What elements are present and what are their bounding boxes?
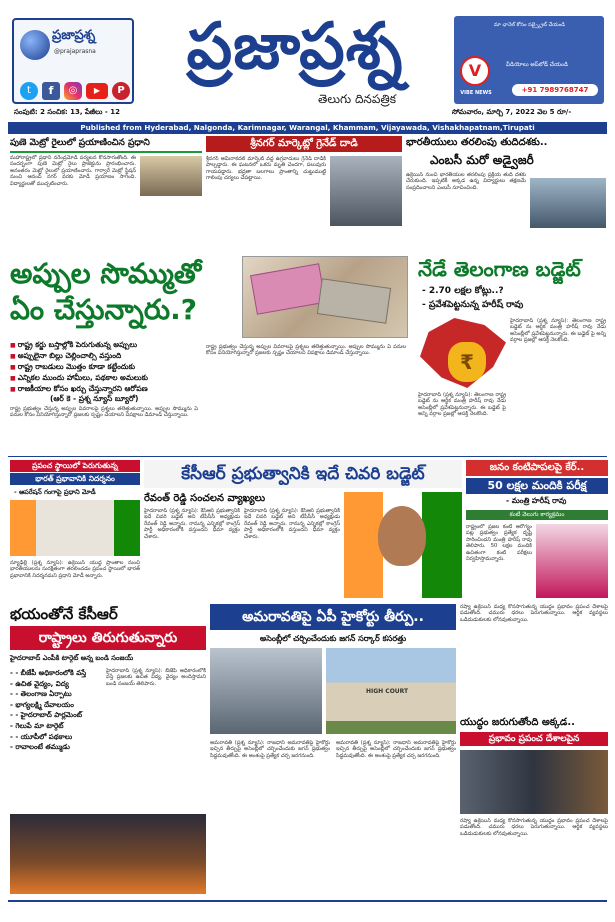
bandi-byline: హైదరాబాద్ ఎంపీకి టార్గెట్ అన్న బండి సంజయ్ xyxy=(10,654,134,662)
facebook-icon[interactable]: f xyxy=(42,82,60,100)
published-bar xyxy=(8,122,607,134)
story-pm-modi xyxy=(10,460,140,600)
currency-notes-photo xyxy=(242,256,408,338)
modi-body: న్యూఢిల్లీ (ప్రశ్న న్యూస్): ఉక్రెయిన్ యుద్ధ ప్రాంతాల నుంచి భారతీయులను సురక్షితంగా తరలించడం ప్రపంచ స్థాయిలో భారత్ ప్రభావానికి నిదర్శనమని ప్రధాని మోడీ అన్నారు. xyxy=(10,560,140,579)
debts-bullet-list xyxy=(10,340,230,395)
section-divider xyxy=(8,456,607,457)
globe-icon xyxy=(20,30,50,60)
divider xyxy=(10,151,202,153)
amaravati-body-1: అమరావతి (ప్రశ్న న్యూస్): రాజధాని అమరావతిపై హైకోర్టు ఇచ్చిన తీర్పుపై అసెంబ్లీలో చర్చించేందుకు జగన్ ప్రభుత్వం సిద్ధమవుతోంది. ఈ అంశంపై ప్రత్యేక చర్చ జరగనుంది. xyxy=(210,740,330,759)
janam-body: రాష్ట్రంలో ప్రజల కంటి ఆరోగ్యం పట్ల ప్రభుత్వం ప్రత్యేక దృష్టి సారించిందని మంత్రి హరీష్ రావు తెలిపారు. 50 లక్షల మందికి ఉచితంగా కంటి పరీక్షలు నిర్వహిస్తామన్నారు. xyxy=(466,524,532,563)
vibe-news-ad[interactable] xyxy=(454,16,604,104)
youtube-icon[interactable]: ▶ xyxy=(86,83,108,99)
revanth-reddy-photo xyxy=(344,492,462,598)
amaravati-headline: అమరావతిపై ఏపీ హైకోర్టు తీర్పు.. xyxy=(210,604,456,630)
srinagar-photo xyxy=(330,156,402,226)
bandi-body: హైదరాబాద్ (ప్రశ్న న్యూస్): బీజేపీ అధికారంలోకి వస్తే ప్రజలకు ఉచిత విద్య, వైద్యం అందిస్తామని బండి సంజయ్ తెలిపారు. xyxy=(106,668,206,687)
kcr-body-2: హైదరాబాద్ (ప్రశ్న న్యూస్): కేసీఆర్ ప్రభుత్వానికి ఇదే చివరి బడ్జెట్ అని టీపీసీసీ అధ్యక్షుడు రేవంత్ రెడ్డి అన్నారు. రానున్న ఎన్నికల్లో కాంగ్రెస్ పార్టీ అధికారంలోకి వస్తుందని ధీమా వ్యక్తం చేశారు. xyxy=(244,508,340,540)
twitter-icon[interactable]: t xyxy=(20,82,38,100)
mini-logo-title: ప్రజాప్రశ్న xyxy=(52,28,96,43)
story-body: ఉక్రెయిన్ నుంచి భారతీయుల తరలింపు ప్రక్రియ తుది దశకు చేరుకుంది. ఇప్పటికీ అక్కడ ఉన్న విద్యార్థులు తక్షణమే సంప్రదించాలని ఎంబసీ సూచించింది. xyxy=(406,172,526,191)
story-headline: శ్రీనగర్ మార్కెట్లో గ్రెనేడ్ దాడి xyxy=(206,136,402,152)
story-subhead: ఎంబసీ మరో అడ్వైజరీ xyxy=(430,153,534,167)
budget-body: హైదరాబాద్ (ప్రశ్న న్యూస్): తెలంగాణ రాష్ట్ర బడ్జెట్ ను ఆర్థిక మంత్రి హరీష్ రావు నేడు అసెంబ్లీలో ప్రవేశపెట్టనున్నారు. ఈ బడ్జెట్ పై అన్ని వర్గాల ప్రజల్లో ఆసక్తి నెలకొంది. xyxy=(510,318,606,344)
embassy-photo xyxy=(530,178,606,228)
list-item: - రావాలంటే తమ్ముడు xyxy=(10,742,102,753)
pinterest-icon[interactable]: P xyxy=(112,82,130,100)
debts-byline: (ఆర్ కె - ప్రశ్న న్యూస్ బ్యూరో) xyxy=(50,394,139,403)
story-body: మహారాష్ట్రలో ప్రధాని నరేంద్రమోడీ పర్యటన కొనసాగుతోంది. ఈ సందర్భంగా పుణె మెట్రో రైలు ప్రాజెక్టును ప్రారంభించారు. అనంతరం మెట్రో రైలులో ప్రయాణించారు. గార్వారే మెట్రో స్టేషన్ నుంచి ఆనంద్ నగర్ వరకు మోడీ ప్రయాణం సాగింది. విద్యార్థులతో ముచ్చటించారు. xyxy=(10,155,136,187)
story-debts xyxy=(10,256,410,452)
kcr-byline: రేవంత్ రెడ్డి సంచలన వ్యాఖ్యలు xyxy=(144,493,266,504)
janam-headline: జనం కంటిపాపలపై కేర్.. xyxy=(466,460,608,476)
modi-byline: - ఆపరేషన్ గంగాపై ప్రధాని మోడీ xyxy=(14,488,96,496)
date-line: సోమవారం, మార్చి 7, 2022 వెల 5 రూ/- xyxy=(452,108,572,116)
war-subhead: ప్రభావం ప్రపంచ దేశాలపైన xyxy=(460,732,608,746)
kcr-headline: కేసీఆర్ ప్రభుత్వానికి ఇదే చివరి బడ్జెట్ xyxy=(144,460,462,488)
war-top-body: రష్యా ఉక్రెయిన్ మధ్య కొనసాగుతున్న యుద్ధం ప్రభావం ప్రపంచ దేశాలపై పడుతోంది. చమురు ధరలు పెరుగుతున్నాయి. ఆర్థిక వ్యవస్థలు ఒడిదుడుకులకు లోనవుతున్నాయి. xyxy=(460,604,608,623)
mini-logo-email: @prajaprasna xyxy=(54,48,96,55)
story-body: శ్రీనగర్ అమీరాకదల్ మార్కెట్ వద్ద ఉగ్రవాదులు గ్రెనేడ్ దాడికి పాల్పడ్డారు. ఈ ఘటనలో ఒకరు మృతి చెందగా, పలువురు గాయపడ్డారు. భద్రతా బలగాలు ప్రాంతాన్ని చుట్టుముట్టి గాలింపు చర్యలు చేపట్టాయి. xyxy=(206,156,326,182)
list-item: - గెలుపే మా టార్గెట్ xyxy=(10,721,102,732)
list-item: ■ రాష్ట్ర కర్జు బస్తాల్లోకి పెరుగుతున్న అప్పులు xyxy=(10,340,230,351)
money-bag-icon: ₹ xyxy=(448,342,486,382)
bandi-headline-2: రాష్ట్రాలు తిరుగుతున్నారు xyxy=(10,626,206,650)
social-icon-row xyxy=(20,82,130,100)
debts-body-right: రాష్ట్ర ప్రభుత్వం చేస్తున్న అప్పుల వివరాలపై ప్రశ్నలు తలెత్తుతున్నాయి. అప్పుల సొమ్మును ఏ పనుల కోసం వినియోగిస్తున్నారో ప్రజలకు స్పష్టం చేయాలని విపక్షాలు డిమాండ్ చేస్తున్నాయి. xyxy=(206,344,406,357)
story-pune xyxy=(10,136,202,252)
budget-headline: నేడే తెలంగాణ బడ్జెట్ xyxy=(418,257,581,281)
war-photo xyxy=(460,750,608,814)
debts-headline-2: ఏం చేస్తున్నారు.? xyxy=(10,293,197,326)
war-body: రష్యా ఉక్రెయిన్ మధ్య కొనసాగుతున్న యుద్ధం ప్రభావం ప్రపంచ దేశాలపై పడుతోంది. చమురు ధరలు పెరుగుతున్నాయి. ఆర్థిక వ్యవస్థలు ఒడిదుడుకులకు లోనవుతున్నాయి. xyxy=(460,818,608,837)
amaravati-body-2: అమరావతి (ప్రశ్న న్యూస్): రాజధాని అమరావతిపై హైకోర్టు ఇచ్చిన తీర్పుపై అసెంబ్లీలో చర్చించేందుకు జగన్ ప్రభుత్వం సిద్ధమవుతోంది. ఈ అంశంపై ప్రత్యేక చర్చ జరగనుంది. xyxy=(336,740,456,759)
high-court-caption: HIGH COURT xyxy=(366,688,409,695)
bandi-sanjay-photo xyxy=(10,814,206,894)
war-headline: యుద్ధం జరుగుతోంది అక్కడ.. xyxy=(460,717,575,728)
masthead-subtitle: తెలుగు దినపత్రిక xyxy=(318,92,397,106)
janam-subhead: 50 లక్షల మందికి పరీక్ష xyxy=(466,478,608,494)
modi-headline-2: భారత్ ప్రభావానికి నిదర్శనం xyxy=(10,473,140,485)
list-item: ■ అప్పులైనా బిల్లు చెల్లించాల్సి వస్తుంది xyxy=(10,351,230,362)
debts-headline-1: అప్పుల సొమ్ముతో xyxy=(10,257,202,290)
story-war xyxy=(460,604,608,896)
published-line: Published from Hyderabad, Nalgonda, Karimnagar, Warangal, Khammam, Vijayawada, Vishakhapatnam,Tirupati xyxy=(80,123,535,132)
janam-byline: - మంత్రి హరీష్ రావు xyxy=(506,496,567,505)
masthead xyxy=(0,0,615,122)
masthead-title: ప్రజాప్రశ్న xyxy=(186,10,404,84)
portrait-face xyxy=(378,506,426,566)
list-item: - - బీజేపీ అధికారంలోకి వస్తే xyxy=(10,668,102,679)
budget-body-bottom: హైదరాబాద్ (ప్రశ్న న్యూస్): తెలంగాణ రాష్ట్ర బడ్జెట్ ను ఆర్థిక మంత్రి హరీష్ రావు నేడు అసెంబ్లీలో ప్రవేశపెట్టనున్నారు. ఈ బడ్జెట్ పై అన్ని వర్గాల ప్రజల్లో ఆసక్తి నెలకొంది. xyxy=(418,392,506,418)
page-bottom-rule xyxy=(8,900,607,902)
ad-brand: VIBE NEWS xyxy=(460,90,492,96)
pune-metro-photo xyxy=(140,156,202,196)
bandi-headline-1: భయంతోనే కేసీఆర్ xyxy=(10,605,118,623)
issue-line: సంపుటి: 2 సంచిక: 13, పేజీలు - 12 xyxy=(14,108,120,116)
note-2000-icon xyxy=(250,263,326,315)
list-item: ■ ఎన్నికల ముందు హామీలు, పథకాల అమలుకు xyxy=(10,373,230,384)
high-court-photo xyxy=(326,648,456,734)
story-amaravati xyxy=(210,604,456,896)
instagram-icon[interactable]: ◎ xyxy=(64,82,82,100)
kcr-body-1: హైదరాబాద్ (ప్రశ్న న్యూస్): కేసీఆర్ ప్రభుత్వానికి ఇదే చివరి బడ్జెట్ అని టీపీసీసీ అధ్యక్షుడు రేవంత్ రెడ్డి అన్నారు. రానున్న ఎన్నికల్లో కాంగ్రెస్ పార్టీ అధికారంలోకి వస్తుందని ధీమా వ్యక్తం చేశారు. xyxy=(144,508,240,540)
story-janam xyxy=(466,460,608,600)
ad-middle-text: వీడియోలు అప్‌లోడ్ చేయండి xyxy=(506,62,568,68)
vibe-logo-icon: V xyxy=(460,56,490,86)
bandi-points xyxy=(10,668,102,753)
note-500-icon xyxy=(317,278,391,323)
mini-logo-box xyxy=(12,18,134,104)
list-item: - - తెలంగాణ ఏర్పాటు xyxy=(10,689,102,700)
story-embassy xyxy=(406,136,606,252)
list-item: - - హైదరాబాద్ పార్లమెంట్ xyxy=(10,710,102,721)
story-bandi xyxy=(10,604,206,896)
story-kcr xyxy=(144,460,462,600)
story-budget xyxy=(418,256,608,452)
modi-headline-1: ప్రపంచ స్థాయిలో పెరుగుతున్న xyxy=(10,460,140,472)
list-item: - - యూపీలో పథకాలు xyxy=(10,732,102,743)
ad-top-text: మా ఛానెల్ కోసం సబ్స్క్రైబ్ చేయండి xyxy=(494,22,565,28)
story-srinagar xyxy=(206,136,402,252)
story-headline: భారతీయులు తరలింపు తుదిదశకు.. xyxy=(406,137,548,148)
list-item: ■ రాష్ట్ర రాబడులు మొత్తం కూడా కట్టేందుకు xyxy=(10,362,230,373)
budget-line-2: - ప్రవేశపెట్టనున్న హరీష్ రావు xyxy=(422,300,524,310)
budget-line-1: - 2.70 లక్షల కోట్లు..? xyxy=(422,286,504,296)
modi-photo xyxy=(10,500,140,556)
ad-phone[interactable]: +91 7989768747 xyxy=(512,84,598,96)
debts-body-left: రాష్ట్ర ప్రభుత్వం చేస్తున్న అప్పుల వివరాలపై ప్రశ్నలు తలెత్తుతున్నాయి. అప్పుల సొమ్మును ఏ పనుల కోసం వినియోగిస్తున్నారో ప్రజలకు స్పష్టం చేయాలని విపక్షాలు డిమాండ్ చేస్తున్నాయి. xyxy=(10,406,198,419)
janam-tag: కంటి వెలుగు కార్యక్రమం xyxy=(466,510,608,520)
harish-rao-photo xyxy=(536,524,608,598)
jagan-photo xyxy=(210,648,322,734)
amaravati-subhead: అసెంబ్లీలో చర్చించేందుకు జగన్ సర్కార్ కసరత్తు xyxy=(259,634,407,643)
list-item: - భాగ్యలక్ష్మి దేవాలయం xyxy=(10,700,102,711)
story-headline: పుణె మెట్రో రైలులో ప్రయాణించిన ప్రధాని xyxy=(10,138,150,148)
list-item: - ఉచిత వైద్యం, విద్య xyxy=(10,679,102,690)
list-item: ■ రాజకీయాల కోసం ఖర్చు చేస్తున్నారని ఆరోపణ xyxy=(10,384,230,395)
